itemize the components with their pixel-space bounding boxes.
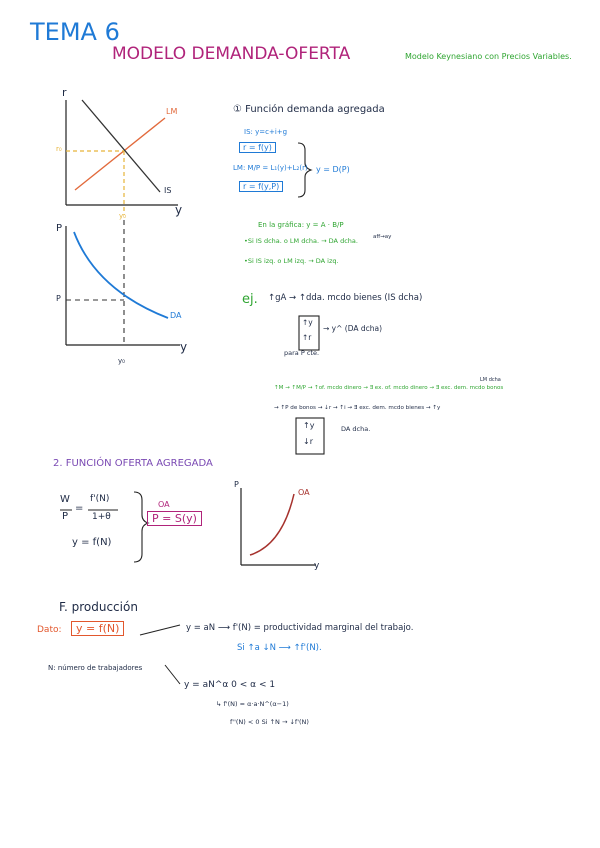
example-note: para P cte. — [284, 349, 320, 357]
example-box2-note: DA dcha. — [341, 425, 371, 433]
note2: •Si IS izq. o LM izq. → DA izq. — [244, 257, 339, 265]
wage-den: P — [62, 511, 69, 522]
graph1-axis-r: r — [62, 86, 67, 99]
example-label: ej. — [242, 292, 258, 307]
graph-note: En la gráfica: y = A · B/P — [258, 221, 344, 229]
graph2-axis-p: P — [56, 223, 63, 234]
example-result: → y^ (DA dcha) — [323, 324, 383, 333]
branch2-c: f''(N) < 0 Si ↑N → ↓f'(N) — [230, 718, 309, 726]
side-note: Modelo Keynesiano con Precios Variables. — [405, 52, 572, 61]
is-equation: IS: y=c+i+g — [244, 128, 288, 136]
section1-title: ① Función demanda agregada — [233, 104, 385, 115]
note1-extra: aff→ay — [373, 234, 392, 240]
page-subtitle: MODELO DEMANDA-OFERTA — [112, 44, 351, 64]
graph2-y0: y₀ — [118, 357, 125, 365]
example-line2-small: LM dcha — [480, 377, 501, 383]
note1: •Si IS dcha. o LM dcha. → DA dcha. — [244, 237, 358, 245]
equals-sign: = — [75, 503, 84, 514]
branch2-b: ↳ f'(N) = α·a·N^(α−1) — [216, 700, 289, 708]
dato-box: y = f(N) — [71, 621, 124, 636]
is-label: IS — [164, 186, 172, 195]
graph3-axis-y: y — [314, 561, 320, 571]
graph1-r0: r₀ — [56, 145, 62, 153]
n-note: N: número de trabajadores — [48, 664, 143, 672]
y-equation: y = f(N) — [72, 537, 112, 548]
page-title: TEMA 6 — [30, 18, 120, 46]
branch1: y = aN ⟶ f'(N) = productividad marginal del trabajo. — [186, 623, 414, 633]
graph2-axis-y: y — [180, 340, 188, 354]
lm-curve — [75, 118, 165, 190]
is-box: r = f(y) — [239, 142, 276, 153]
example-box1-bottom: ↑r — [302, 333, 312, 342]
graph1-y0: y₀ — [119, 212, 126, 220]
wage-num: W — [60, 494, 70, 505]
da-curve — [74, 232, 168, 318]
section3-title: F. producción — [59, 600, 138, 614]
lm-equation: LM: M/P = L₁(y)+L₂(r) — [233, 164, 308, 172]
brace-result: y = D(P) — [316, 165, 350, 174]
oa-small-label: OA — [158, 500, 170, 509]
dato-label: Dato: — [37, 625, 62, 635]
section2-title: 2. FUNCIÓN OFERTA AGREGADA — [53, 458, 213, 469]
graph3-axis-p: P — [234, 480, 239, 489]
graph2-p-level: P — [56, 294, 61, 303]
rhs-num: f'(N) — [90, 494, 110, 504]
oa-curve-label: OA — [298, 488, 310, 497]
lm-box: r = f(y,P) — [239, 181, 283, 192]
arrow-up-m: ↑M → ↑M/P → ↑of. mcdo dinero → ∃ ex. of. mcdo dinero → ∃ exc. dem. mcdo bonos — [274, 385, 504, 391]
oa-box: P = S(y) — [147, 511, 202, 526]
example-box1-top: ↑y — [302, 318, 313, 327]
oa-curve — [250, 494, 294, 555]
da-label: DA — [170, 311, 182, 320]
branch1-b: Si ↑a ↓N ⟶ ↑f'(N). — [237, 643, 322, 653]
is-curve — [82, 100, 160, 192]
graph1-axis-y: y — [175, 203, 183, 217]
example-box2-bottom: ↓r — [303, 437, 313, 446]
example-box2-top: ↑y — [303, 421, 315, 430]
brace-section2 — [134, 492, 148, 562]
branch2: y = aN^α 0 < α < 1 — [184, 680, 276, 690]
example-line3: → ↑P de bonos → ↓r → ↑i → ∃ exc. dem. mcdo bienes → ↑y — [274, 405, 441, 411]
rhs-den: 1+θ — [92, 512, 111, 522]
example-line1: ↑gA → ↑dda. mcdo bienes (IS dcha) — [268, 293, 423, 303]
lm-label: LM — [166, 107, 178, 116]
example-line2 — [274, 385, 503, 391]
